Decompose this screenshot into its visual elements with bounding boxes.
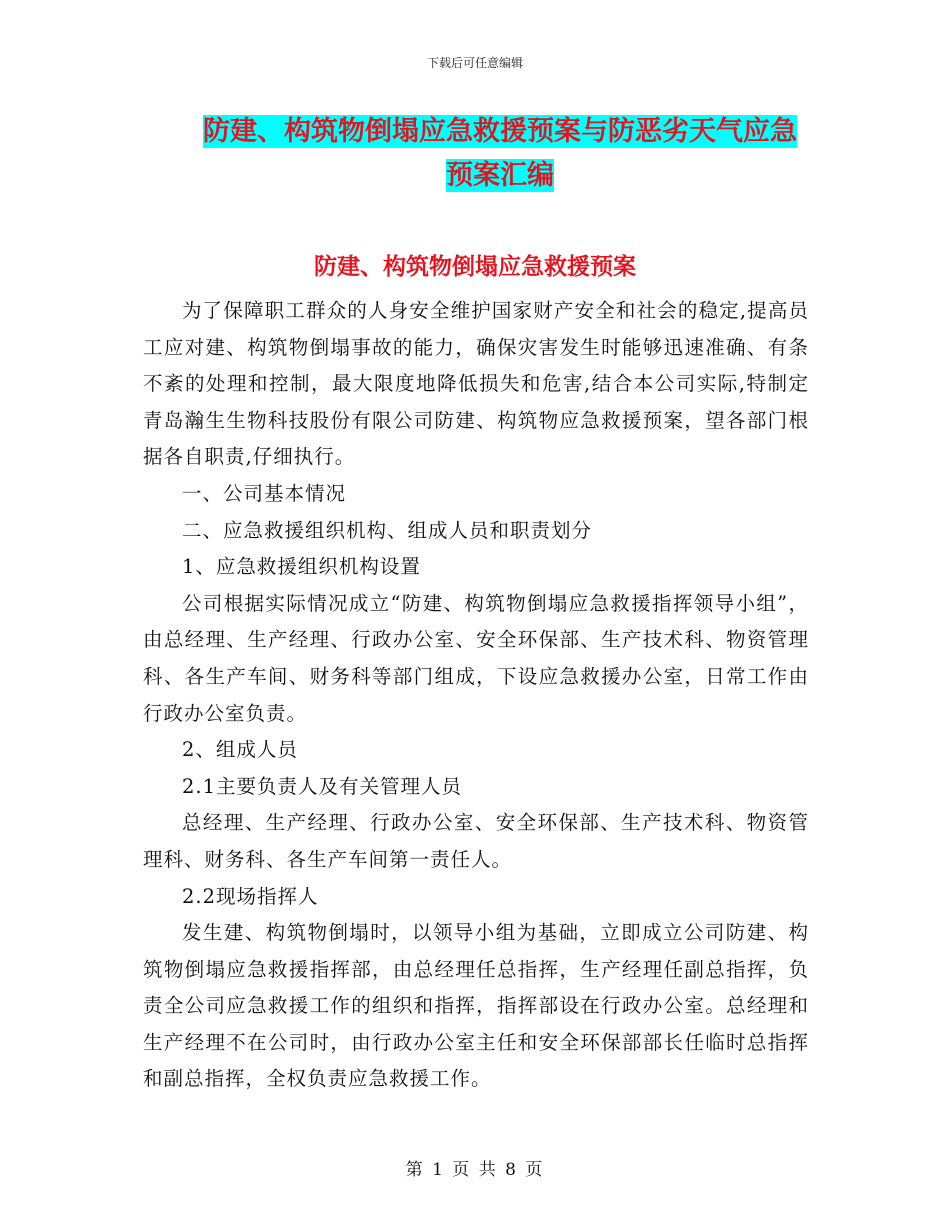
subheading-organization-setup: 1、应急救援组织机构设置 [182,555,421,579]
heading-organization: 二、应急救援组织机构、组成人员和职责划分 [182,518,593,542]
page-footer: 第 1 页 共 8 页 [405,1160,545,1180]
section-title: 防建、构筑物倒塌应急救援预案 [314,253,636,280]
header-note: 下载后可任意编辑 [426,56,523,70]
paragraph-organization-setup: 公司根据实际情况成立“防建、构筑物倒塌应急救援指挥领导小组”，由总经理、生产经理、行政办公室、安全环保部、生产技术科、物资管理科、各生产车间、财务科等部门组成，下设应急救援办公室，日常工作由行政办公室负责。 [143,591,809,725]
paragraph-site-commander: 发生建、构筑物倒塌时，以领导小组为基础，立即成立公司防建、构筑物倒塌应急救援指挥部，由总经理任总指挥，生产经理任副总指挥，负责全公司应急救援工作的组织和指挥，指挥部设在行政办公室。总经理和生产经理不在公司时，由行政办公室主任和安全环保部部长任临时总指挥和副总指挥，全权负责应急救援工作。 [143,921,809,1091]
document-title-text: 防建、构筑物倒塌应急救援预案与防恶劣天气应急预案汇编 [203,116,797,191]
paragraph-main-responsible: 总经理、生产经理、行政办公室、安全环保部、生产技术科、物资管理科、财务科、各生产车间第一责任人。 [143,811,809,871]
subheading-members: 2、组成人员 [182,738,298,762]
subheading-site-commander: 2.2现场指挥人 [182,884,319,908]
subheading-main-responsible: 2.1主要负责人及有关管理人员 [182,774,463,798]
body-content [143,293,809,1098]
paragraph-intro: 为了保障职工群众的人身安全维护国家财产安全和社会的稳定,提高员工应对建、构筑物倒塌事故的能力，确保灾害发生时能够迅速准确、有条不紊的处理和控制，最大限度地降低损失和危害,结合本公司实际,特制定青岛瀚生生物科技股份有限公司防建、构筑物应急救援预案，望各部门根据各自职责,仔细执行。 [143,299,809,469]
heading-company-overview: 一、公司基本情况 [182,481,347,505]
document-title [190,110,810,198]
